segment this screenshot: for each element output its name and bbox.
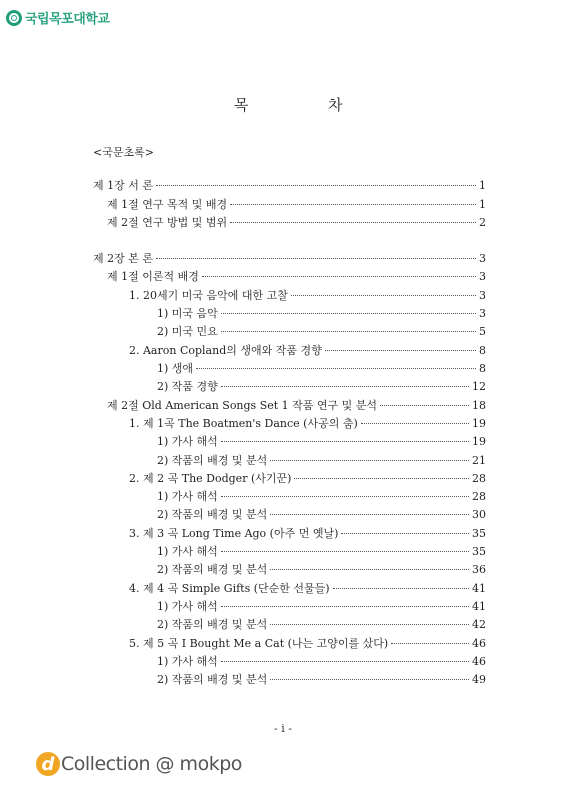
toc-entry-page: 19 bbox=[472, 417, 486, 430]
toc-entry-label: 제 2절 Old American Songs Set 1 작품 연구 및 분석 bbox=[107, 399, 378, 412]
toc-entry[interactable] bbox=[157, 452, 486, 468]
toc-leader-dots bbox=[221, 661, 469, 662]
page-number: - i - bbox=[274, 722, 292, 735]
toc-entry[interactable] bbox=[129, 580, 486, 596]
toc-leader-dots bbox=[391, 643, 469, 644]
toc-entry-label: 1. 20세기 미국 음악에 대한 고찰 bbox=[129, 289, 288, 302]
toc-entry[interactable] bbox=[93, 250, 486, 266]
toc-entry-label: 2) 작품의 배경 및 분석 bbox=[157, 673, 268, 686]
toc-entry-page: 21 bbox=[472, 454, 486, 467]
toc-leader-dots bbox=[361, 423, 469, 424]
abstract-label: <국문초록> bbox=[93, 146, 154, 159]
toc-entry-label: 제 2절 연구 방법 및 범위 bbox=[107, 216, 228, 229]
university-logo-text: 국립목포대학교 bbox=[25, 12, 110, 27]
toc-entry-page: 3 bbox=[479, 252, 486, 265]
toc-leader-dots bbox=[221, 331, 476, 332]
toc-entry-label: 제 2장 본 론 bbox=[93, 252, 153, 265]
title-char-2: 차 bbox=[328, 96, 343, 114]
toc-leader-dots bbox=[270, 569, 469, 570]
toc-entry[interactable] bbox=[129, 525, 486, 541]
university-logo bbox=[6, 8, 109, 27]
toc-entry-label: 2) 미국 민요 bbox=[157, 325, 218, 338]
toc-entry-page: 46 bbox=[472, 655, 486, 668]
toc-leader-dots bbox=[325, 350, 476, 351]
toc-entry-label: 1) 가사 해석 bbox=[157, 600, 218, 613]
toc-entry[interactable] bbox=[129, 287, 486, 303]
toc-leader-dots bbox=[156, 185, 476, 186]
toc-entry-page: 1 bbox=[479, 198, 486, 211]
toc-entry-label: 4. 제 4 곡 Simple Gifts (단순한 선물들) bbox=[129, 582, 330, 595]
toc-entry-label: 2) 작품의 배경 및 분석 bbox=[157, 618, 268, 631]
toc-entry-page: 3 bbox=[479, 289, 486, 302]
toc-entry[interactable] bbox=[157, 653, 486, 669]
toc-entry-label: 2. 제 2 곡 The Dodger (사기꾼) bbox=[129, 472, 292, 485]
toc-leader-dots bbox=[156, 258, 476, 259]
toc-leader-dots bbox=[221, 551, 469, 552]
toc-entry-label: 1) 가사 해석 bbox=[157, 435, 218, 448]
toc-entry[interactable] bbox=[157, 671, 486, 687]
toc-leader-dots bbox=[221, 606, 469, 607]
toc-entry[interactable] bbox=[129, 415, 486, 431]
toc-entry[interactable] bbox=[157, 433, 486, 449]
university-seal-icon bbox=[6, 10, 22, 26]
toc-leader-dots bbox=[341, 533, 469, 534]
toc-entry[interactable] bbox=[129, 470, 486, 486]
toc-entry-page: 35 bbox=[472, 545, 486, 558]
toc-entry-label: 5. 제 5 곡 I Bought Me a Cat (나는 고양이를 샀다) bbox=[129, 637, 389, 650]
toc-entry[interactable] bbox=[157, 305, 486, 321]
toc-leader-dots bbox=[294, 478, 469, 479]
toc-entry-label: 2) 작품의 배경 및 분석 bbox=[157, 563, 268, 576]
toc-entry[interactable] bbox=[157, 360, 486, 376]
toc-entry-label: 2) 작품 경향 bbox=[157, 380, 218, 393]
toc-entry[interactable] bbox=[157, 543, 486, 559]
toc-entry-label: 1) 가사 해석 bbox=[157, 490, 218, 503]
toc-entry[interactable] bbox=[129, 635, 486, 651]
toc-entry-page: 46 bbox=[472, 637, 486, 650]
toc-entry-label: 제 1절 이론적 배경 bbox=[107, 270, 199, 283]
toc-entry[interactable] bbox=[157, 561, 486, 577]
toc-leader-dots bbox=[202, 276, 476, 277]
toc-entry[interactable] bbox=[107, 268, 486, 284]
dcollection-mark-icon: d bbox=[36, 752, 60, 776]
toc-entry-label: 제 1장 서 론 bbox=[93, 179, 153, 192]
toc-leader-dots bbox=[221, 496, 469, 497]
toc-entry-label: 1) 미국 음악 bbox=[157, 307, 218, 320]
toc-entry-label: 2) 작품의 배경 및 분석 bbox=[157, 508, 268, 521]
toc-leader-dots bbox=[270, 624, 469, 625]
toc-leader-dots bbox=[270, 679, 469, 680]
toc-entry[interactable] bbox=[157, 488, 486, 504]
toc-entry[interactable] bbox=[157, 506, 486, 522]
toc-entry-page: 49 bbox=[472, 673, 486, 686]
toc-entry[interactable] bbox=[107, 214, 486, 230]
toc-entry-page: 8 bbox=[479, 362, 486, 375]
toc-leader-dots bbox=[230, 222, 476, 223]
toc-entry-label: 제 1절 연구 목적 및 배경 bbox=[107, 198, 228, 211]
toc-entry-page: 28 bbox=[472, 490, 486, 503]
toc-entry-page: 18 bbox=[472, 399, 486, 412]
toc-entry-page: 19 bbox=[472, 435, 486, 448]
toc-entry-page: 36 bbox=[472, 563, 486, 576]
toc-entry-label: 1) 가사 해석 bbox=[157, 545, 218, 558]
toc-leader-dots bbox=[221, 441, 469, 442]
toc-leader-dots bbox=[221, 313, 476, 314]
toc-leader-dots bbox=[333, 588, 469, 589]
dcollection-logo bbox=[36, 752, 242, 776]
toc-entry-page: 41 bbox=[472, 600, 486, 613]
toc-entry-page: 8 bbox=[479, 344, 486, 357]
toc-entry-page: 30 bbox=[472, 508, 486, 521]
toc-leader-dots bbox=[291, 295, 476, 296]
toc-entry-page: 28 bbox=[472, 472, 486, 485]
toc-entry[interactable] bbox=[107, 196, 486, 212]
toc-entry[interactable] bbox=[157, 616, 486, 632]
toc-entry-page: 35 bbox=[472, 527, 486, 540]
toc-entry-label: 1. 제 1곡 The Boatmen's Dance (사공의 춤) bbox=[129, 417, 358, 430]
toc-entry-label: 1) 가사 해석 bbox=[157, 655, 218, 668]
toc-entry-page: 1 bbox=[479, 179, 486, 192]
toc-entry[interactable] bbox=[157, 378, 486, 394]
toc-leader-dots bbox=[270, 514, 469, 515]
toc-entry[interactable] bbox=[93, 177, 486, 193]
toc-entry-page: 2 bbox=[479, 216, 486, 229]
toc-entry-page: 42 bbox=[472, 618, 486, 631]
toc-entry-page: 12 bbox=[472, 380, 486, 393]
toc-entry[interactable] bbox=[107, 397, 486, 413]
toc-entry[interactable] bbox=[157, 323, 486, 339]
toc-leader-dots bbox=[380, 405, 469, 406]
toc-entry[interactable] bbox=[157, 598, 486, 614]
toc-entry-page: 3 bbox=[479, 307, 486, 320]
toc-entry[interactable] bbox=[129, 342, 486, 358]
toc-leader-dots bbox=[221, 386, 469, 387]
dcollection-logo-text: Collection @ mokpo bbox=[61, 753, 242, 775]
title-char-1: 목 bbox=[234, 96, 249, 114]
toc-entry-label: 3. 제 3 곡 Long Time Ago (아주 먼 옛날) bbox=[129, 527, 339, 540]
toc-entry-page: 41 bbox=[472, 582, 486, 595]
toc-entry-page: 5 bbox=[479, 325, 486, 338]
toc-leader-dots bbox=[196, 368, 476, 369]
toc-entry-page: 3 bbox=[479, 270, 486, 283]
toc-leader-dots bbox=[230, 204, 476, 205]
toc-leader-dots bbox=[270, 460, 469, 461]
toc-entry-label: 2) 작품의 배경 및 분석 bbox=[157, 454, 268, 467]
toc-entry-label: 2. Aaron Copland의 생애와 작품 경향 bbox=[129, 344, 322, 357]
toc-entry-label: 1) 생애 bbox=[157, 362, 194, 375]
